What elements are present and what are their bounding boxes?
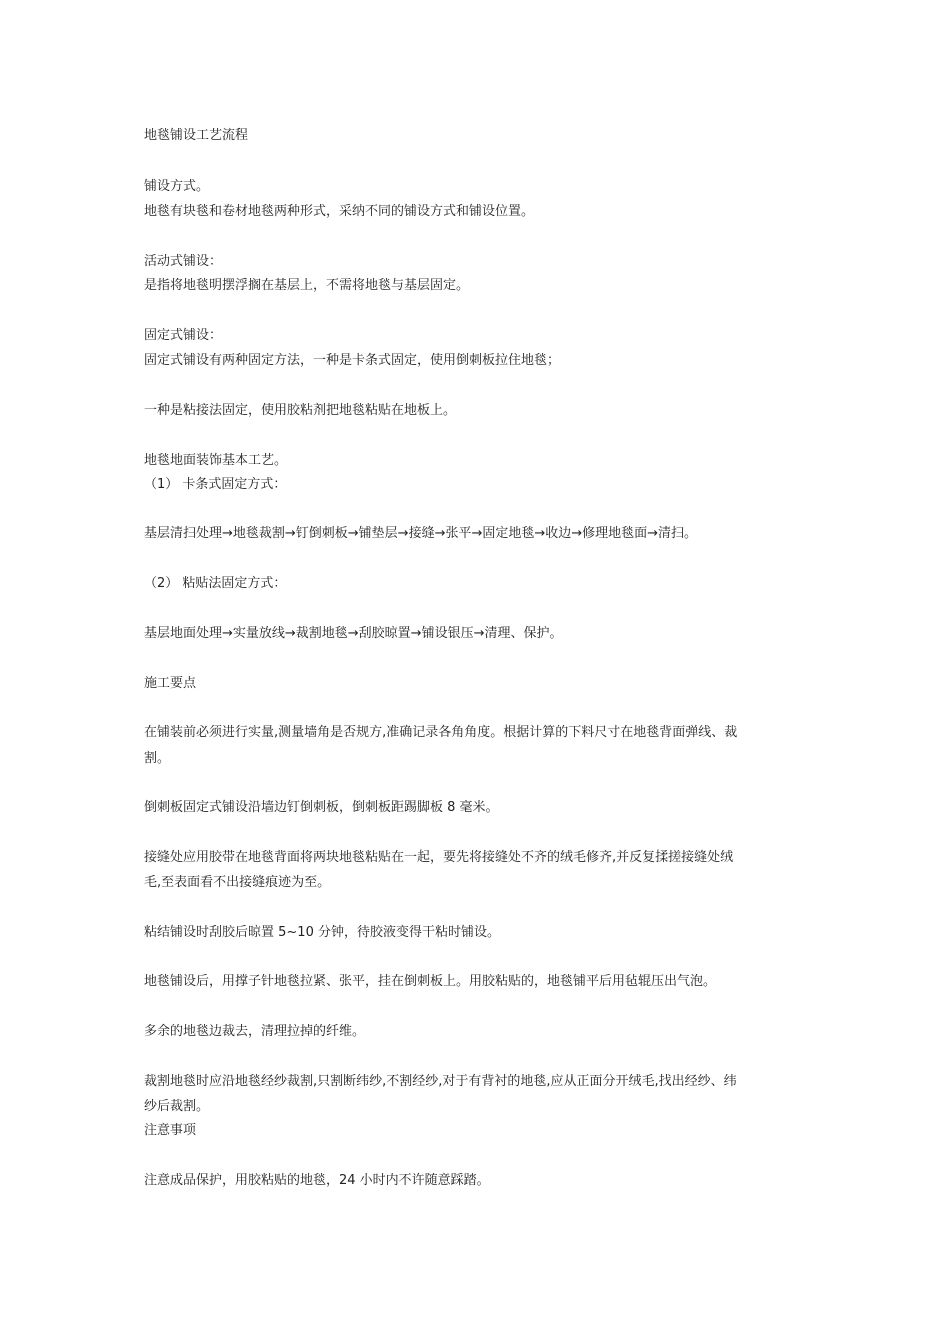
- section-heading: 注意事项: [144, 1123, 197, 1138]
- process-flow: 基层清扫处理→地毯裁割→钉倒刺板→铺垫层→接缝→张平→固定地毯→收边→修理地毯面→清扫。: [144, 526, 698, 541]
- text-line: 固定式铺设有两种固定方法，一种是卡条式固定，使用倒刺板拉住地毯；: [144, 353, 561, 368]
- document-title: 地毯铺设工艺流程: [144, 128, 249, 143]
- text-line: 地毯铺设后，用撑子针地毯拉紧、张平，挂在倒刺板上。用胶粘贴的，地毯铺平后用毡辊压出气泡。: [144, 974, 717, 989]
- text-line: 地毯有块毯和卷材地毯两种形式，采纳不同的铺设方式和铺设位置。: [144, 204, 535, 219]
- text-line: 粘结铺设时刮胶后晾置 5~10 分钟，待胶液变得干粘时铺设。: [144, 925, 500, 940]
- text-line: 裁割地毯时应沿地毯经纱裁割,只割断纬纱,不割经纱,对于有背衬的地毯,应从正面分开绒毛,找出经纱、纬: [144, 1074, 737, 1089]
- text-line: 倒刺板固定式铺设沿墙边钉倒刺板，倒刺板距踢脚板 8 毫米。: [144, 800, 499, 815]
- text-line: 是指将地毯明摆浮搁在基层上，不需将地毯与基层固定。: [144, 278, 470, 293]
- text-line: 一种是粘接法固定，使用胶粘剂把地毯粘贴在地板上。: [144, 403, 457, 418]
- text-line: 铺设方式。: [144, 179, 210, 194]
- text-line: 多余的地毯边裁去，清理拉掉的纤维。: [144, 1024, 366, 1039]
- text-line: 纱后裁割。: [144, 1099, 210, 1114]
- text-line: （2） 粘贴法固定方式：: [144, 576, 287, 591]
- process-flow: 基层地面处理→实量放线→裁割地毯→刮胶晾置→铺设银压→清理、保护。: [144, 626, 563, 641]
- text-line: （1） 卡条式固定方式：: [144, 477, 287, 492]
- text-line: 活动式铺设：: [144, 254, 223, 269]
- text-line: 在铺装前必须进行实量,测量墙角是否规方,准确记录各角角度。根据计算的下料尺寸在地毯背面弹线、裁: [144, 725, 738, 740]
- section-heading: 施工要点: [144, 676, 197, 691]
- text-line: 注意成品保护，用胶粘贴的地毯，24 小时内不许随意踩踏。: [144, 1173, 490, 1188]
- text-line: 接缝处应用胶带在地毯背面将两块地毯粘贴在一起，要先将接缝处不齐的绒毛修齐,并反复揉搓接缝处绒: [144, 850, 734, 865]
- section-heading: 地毯地面装饰基本工艺。: [144, 453, 288, 468]
- text-line: 割。: [144, 751, 171, 766]
- text-line: 固定式铺设：: [144, 328, 223, 343]
- text-line: 毛,至表面看不出接缝痕迹为至。: [144, 875, 331, 890]
